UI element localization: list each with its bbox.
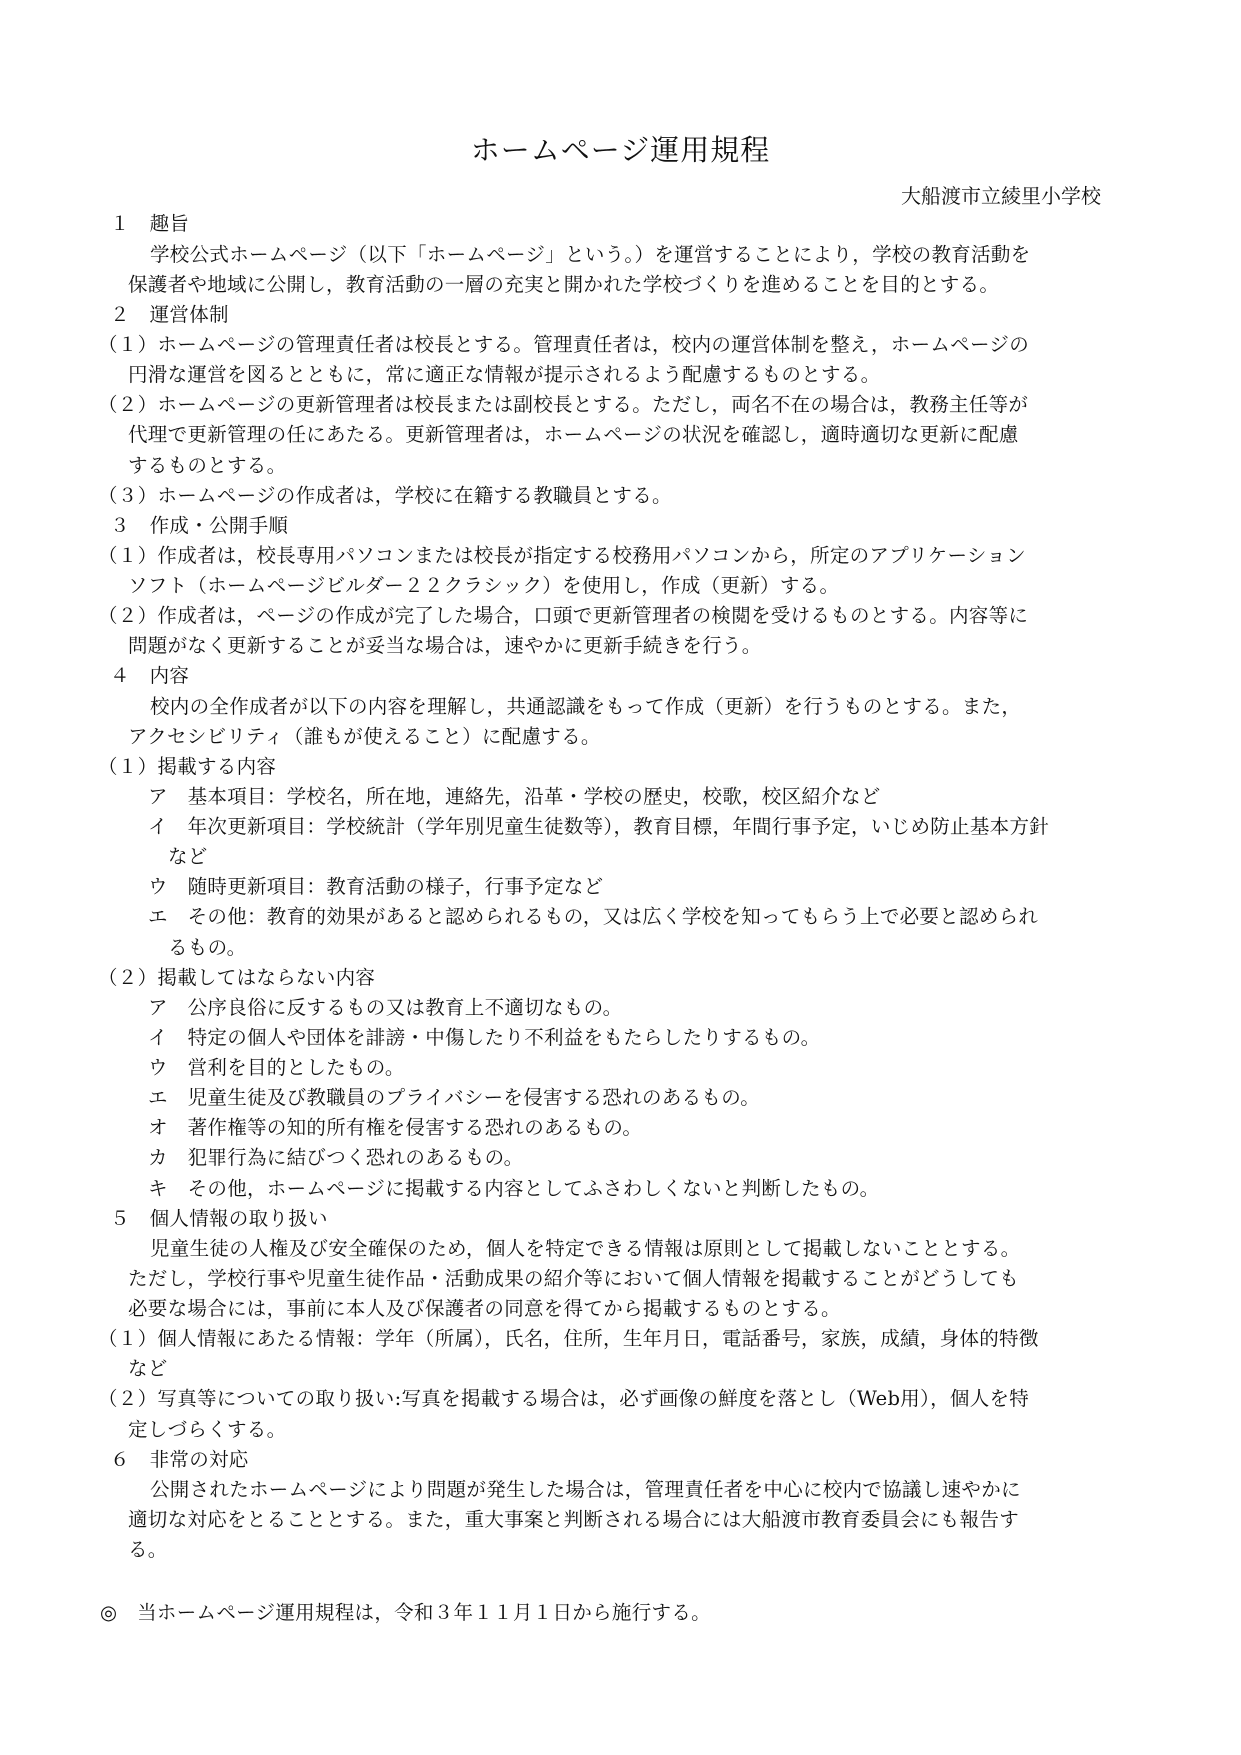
list-item: エ その他：教育的効果があると認められるもの，又は広く学校を知ってもらう上で必要と認められ xyxy=(148,905,1039,928)
body-line: （１）個人情報にあたる情報：学年（所属），氏名，住所，生年月日，電話番号，家族，成績，身体的特徴 xyxy=(98,1327,1039,1350)
body-line: 学校公式ホームページ（以下「ホームページ」という。）を運営することにより，学校の教育活動を xyxy=(150,243,1031,266)
body-line: 問題がなく更新することが妥当な場合は，速やかに更新手続きを行う。 xyxy=(128,634,762,657)
body-line: 必要な場合には，事前に本人及び保護者の同意を得てから掲載するものとする。 xyxy=(128,1297,841,1320)
list-item: カ 犯罪行為に結びつく恐れのあるもの。 xyxy=(148,1146,524,1169)
body-line: 適切な対応をとることとする。また，重大事案と判断される場合には大船渡市教育委員会にも報告す xyxy=(128,1508,1020,1531)
section-heading: ２ 運営体制 xyxy=(110,303,229,326)
subsection-heading: （１）掲載する内容 xyxy=(98,755,277,778)
body-line: 円滑な運営を図るとともに，常に適正な情報が提示されるよう配慮するものとする。 xyxy=(128,363,881,386)
body-line: （２）作成者は，ページの作成が完了した場合，口頭で更新管理者の検閲を受けるものとする。内容等に xyxy=(98,604,1029,627)
body-line: 校内の全作成者が以下の内容を理解し，共通認識をもって作成（更新）を行うものとする。また， xyxy=(150,695,1022,718)
enforcement-note: ◎ 当ホームページ運用規程は，令和３年１１月１日から施行する。 xyxy=(100,1601,711,1624)
list-item-continuation: るもの。 xyxy=(168,936,247,959)
body-line: 保護者や地域に公開し，教育活動の一層の充実と開かれた学校づくりを進めることを目的とする。 xyxy=(128,273,1000,296)
body-line: 公開されたホームページにより問題が発生した場合は，管理責任者を中心に校内で協議し速やかに xyxy=(150,1478,1021,1501)
body-line: ただし，学校行事や児童生徒作品・活動成果の紹介等において個人情報を掲載することがどうしても xyxy=(128,1267,1020,1290)
body-line: （１）ホームページの管理責任者は校長とする。管理責任者は，校内の運営体制を整え，ホームページの xyxy=(98,333,1029,356)
list-item: ア 基本項目：学校名，所在地，連絡先，沿革・学校の歴史，校歌，校区紹介など xyxy=(148,785,881,808)
body-line: （１）作成者は，校長専用パソコンまたは校長が指定する校務用パソコンから，所定のアプリケーション xyxy=(98,544,1026,567)
section-heading: ５ 個人情報の取り扱い xyxy=(110,1207,328,1230)
list-item: キ その他，ホームページに掲載する内容としてふさわしくないと判断したもの。 xyxy=(148,1177,880,1200)
list-item-continuation: など xyxy=(168,845,208,868)
body-line: る。 xyxy=(128,1538,168,1561)
body-line: 児童生徒の人権及び安全確保のため，個人を特定できる情報は原則として掲載しないこととする。 xyxy=(150,1237,1021,1260)
body-line: するものとする。 xyxy=(128,454,287,477)
section-heading: １ 趣旨 xyxy=(110,212,190,235)
subsection-heading: （２）掲載してはならない内容 xyxy=(98,966,376,989)
section-heading: ４ 内容 xyxy=(110,664,190,687)
body-line: 代理で更新管理の任にあたる。更新管理者は，ホームページの状況を確認し，適時適切な更新に配慮 xyxy=(128,423,1019,446)
list-item: ア 公序良俗に反するもの又は教育上不適切なもの。 xyxy=(148,996,623,1019)
document-title: ホームページ運用規程 xyxy=(470,133,771,167)
list-item: イ 年次更新項目：学校統計（学年別児童生徒数等），教育目標，年間行事予定，いじめ防止基本方針 xyxy=(148,815,1050,838)
list-item: ウ 随時更新項目：教育活動の様子，行事予定など xyxy=(148,875,604,898)
body-line: 定しづらくする。 xyxy=(128,1418,287,1441)
list-item: ウ 営利を目的としたもの。 xyxy=(148,1056,405,1079)
body-line: （３）ホームページの作成者は，学校に在籍する教職員とする。 xyxy=(98,484,672,507)
section-heading: ６ 非常の対応 xyxy=(110,1448,249,1471)
section-heading: ３ 作成・公開手順 xyxy=(110,514,289,537)
body-line: （２）写真等についての取り扱い:写真を掲載する場合は，必ず画像の鮮度を落とし（Web用），個人を特 xyxy=(98,1387,1030,1410)
list-item: オ 著作権等の知的所有権を侵害する恐れのあるもの。 xyxy=(148,1116,643,1139)
body-line: アクセシビリティ（誰もが使えること）に配慮する。 xyxy=(128,725,601,748)
list-item: イ 特定の個人や団体を誹謗・中傷したり不利益をもたらしたりするもの。 xyxy=(148,1026,821,1049)
school-name: 大船渡市立綾里小学校 xyxy=(901,184,1101,208)
list-item: エ 児童生徒及び教職員のプライバシーを侵害する恐れのあるもの。 xyxy=(148,1086,761,1109)
body-line: など xyxy=(128,1357,168,1380)
body-line: （２）ホームページの更新管理者は校長または副校長とする。ただし，両名不在の場合は，教務主任等が xyxy=(98,393,1029,416)
body-line: ソフト（ホームページビルダー２２クラシック）を使用し，作成（更新）する。 xyxy=(128,574,840,597)
